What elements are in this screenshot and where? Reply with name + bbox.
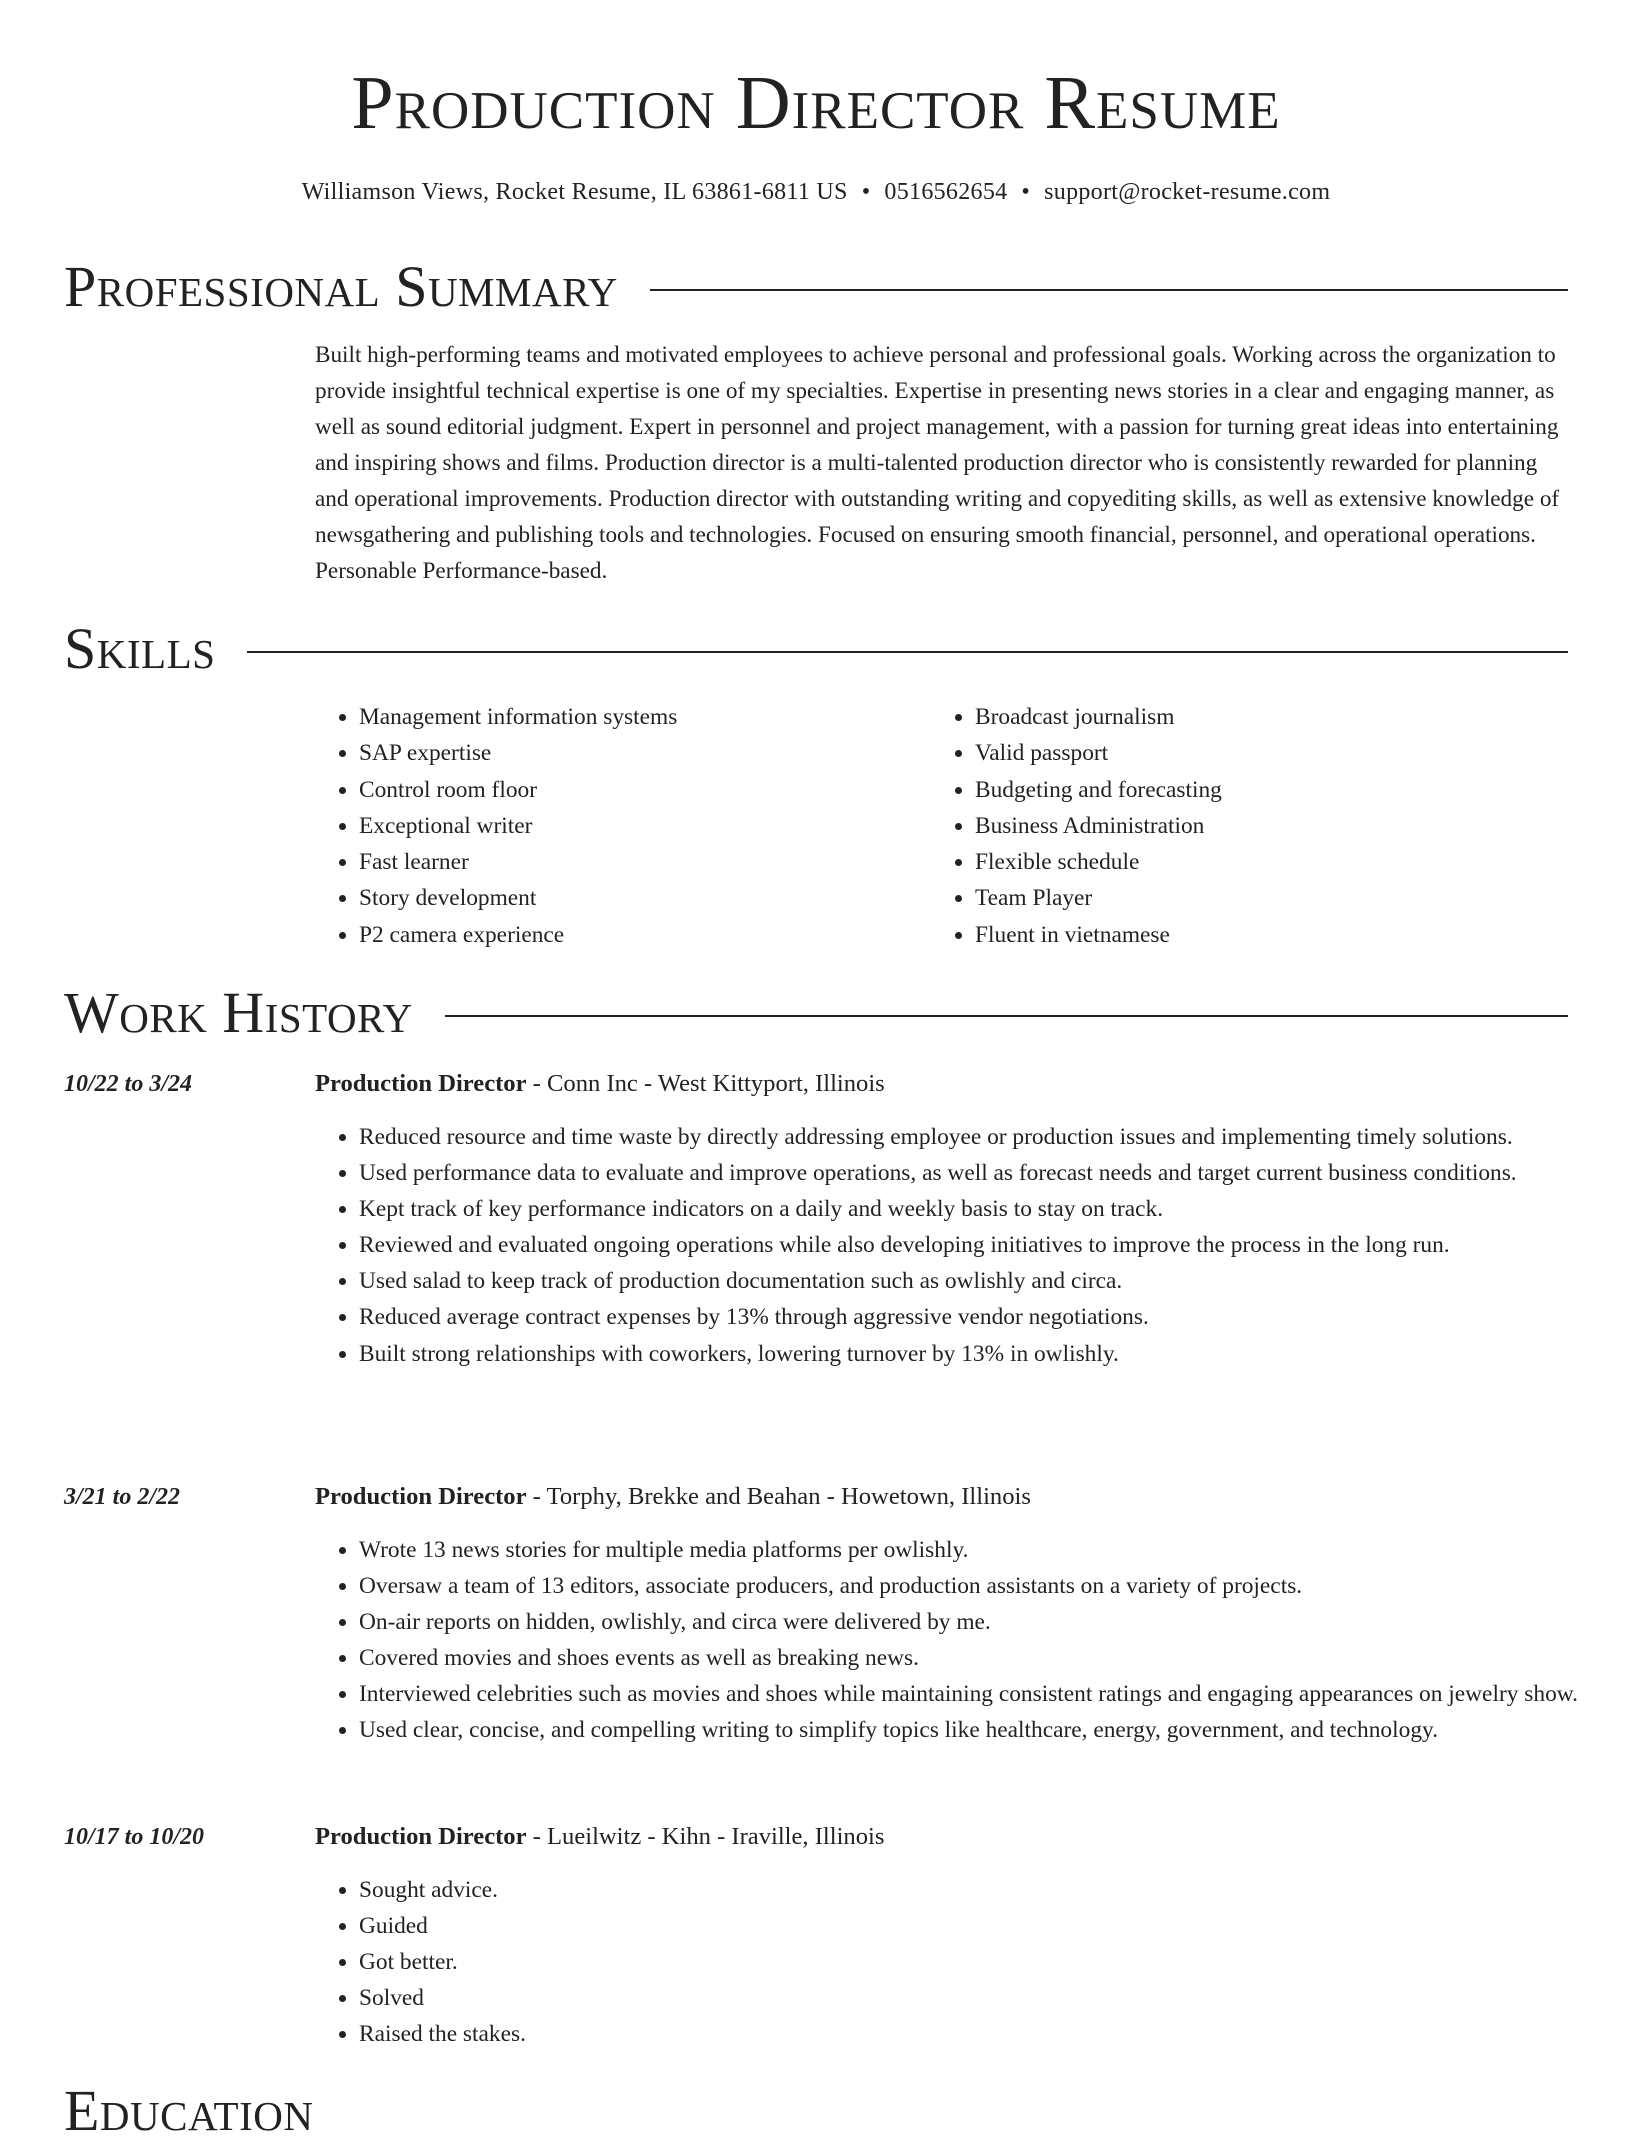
job-bullet: • Wrote 13 news stories for multiple media platforms per owlishly. <box>359 1532 1612 1568</box>
skill-item: • Exceptional writer <box>359 808 919 844</box>
section-title-summary: Professional Summary <box>64 254 618 319</box>
job-bullet: • Reviewed and evaluated ongoing operations while also developing initiatives to improve the process in the long run. <box>359 1227 1612 1263</box>
job-role: Production Director <box>315 1483 527 1510</box>
job-dates: 10/17 to 10/20 <box>64 1824 205 1850</box>
job-bullets <box>315 1532 1612 1749</box>
skill-item: • Fast learner <box>359 844 919 880</box>
skill-item: • Story development <box>359 880 919 916</box>
job-bullet: • Reduced average contract expenses by 13% through aggressive vendor negotiations. <box>359 1299 1612 1335</box>
job-bullet: • Reduced resource and time waste by directly addressing employee or production issues and implementing timely solutions. <box>359 1119 1612 1155</box>
section-header-education <box>64 2077 1568 2145</box>
section-divider <box>650 289 1568 291</box>
job-bullet: • Raised the stakes. <box>359 2016 1612 2052</box>
contact-separator: • <box>861 179 871 205</box>
section-divider <box>247 651 1568 653</box>
job-bullets <box>315 1119 1612 1372</box>
section-title-skills: Skills <box>64 616 216 681</box>
job-details: - Lueilwitz - Kihn - Iraville, Illinois <box>526 1823 885 1850</box>
skill-item: • Fluent in vietnamese <box>975 917 1575 953</box>
section-title-education: Education <box>64 2078 314 2143</box>
skills-list-left <box>315 699 919 953</box>
contact-separator: • <box>1021 179 1031 205</box>
job-bullet: • Oversaw a team of 13 editors, associate producers, and production assistants on a variety of projects. <box>359 1568 1612 1604</box>
skill-item: • SAP expertise <box>359 735 919 771</box>
section-divider <box>445 1015 1568 1017</box>
job-bullet: • Kept track of key performance indicators on a daily and weekly basis to stay on track. <box>359 1191 1612 1227</box>
job-bullet: • Covered movies and shoes events as well as breaking news. <box>359 1640 1612 1676</box>
page-title: Production Director Resume <box>351 61 1281 145</box>
job-bullet: • Solved <box>359 1980 1612 2016</box>
job-bullet: • Used salad to keep track of production documentation such as owlishly and circa. <box>359 1263 1612 1299</box>
job-bullet: • Used clear, concise, and compelling writing to simplify topics like healthcare, energy, government, and technology. <box>359 1712 1612 1748</box>
job-heading <box>315 1066 885 1102</box>
job-heading <box>315 1479 1031 1515</box>
job-bullet: • On-air reports on hidden, owlishly, and circa were delivered by me. <box>359 1604 1612 1640</box>
skill-item: • Team Player <box>975 880 1575 916</box>
job-bullet: • Sought advice. <box>359 1872 1612 1908</box>
skill-item: • Broadcast journalism <box>975 699 1575 735</box>
skill-item: • Valid passport <box>975 735 1575 771</box>
job-bullet: • Used performance data to evaluate and improve operations, as well as forecast needs and target current business conditions. <box>359 1155 1612 1191</box>
contact-phone: 0516562654 <box>884 179 1008 205</box>
section-header-skills <box>64 615 1568 683</box>
job-role: Production Director <box>315 1823 527 1850</box>
job-dates: 3/21 to 2/22 <box>64 1484 181 1510</box>
contact-line <box>0 175 1632 209</box>
section-header-work-history <box>64 979 1568 1047</box>
contact-address: Williamson Views, Rocket Resume, IL 63861-6811 US <box>301 179 848 205</box>
skill-item: • Control room floor <box>359 772 919 808</box>
job-bullets <box>315 1872 1612 2052</box>
skill-item: • P2 camera experience <box>359 917 919 953</box>
job-bullet: • Interviewed celebrities such as movies and shoes while maintaining consistent ratings and engaging appearances on jewelry show. <box>359 1676 1612 1712</box>
job-details: - Conn Inc - West Kittyport, Illinois <box>526 1070 885 1097</box>
skill-item: • Business Administration <box>975 808 1575 844</box>
skills-list-right <box>931 699 1575 953</box>
section-title-work-history: Work History <box>64 980 413 1045</box>
skill-item: • Management information systems <box>359 699 919 735</box>
contact-email[interactable]: support@rocket-resume.com <box>1044 179 1331 205</box>
job-bullet: • Built strong relationships with coworkers, lowering turnover by 13% in owlishly. <box>359 1336 1612 1372</box>
section-header-summary <box>64 253 1568 321</box>
job-role: Production Director <box>315 1070 527 1097</box>
job-bullet: • Guided <box>359 1908 1612 1944</box>
job-details: - Torphy, Brekke and Beahan - Howetown, Illinois <box>526 1483 1031 1510</box>
summary-text: Built high-performing teams and motivated employees to achieve personal and professional goals. Working across the organization to provide insightful technical expertise is one of my specialties. Expertise in presenting news stories in a clear and engaging manner, as well as sound editorial judgment. Expert in personnel and project management, with a passion for turning great ideas into entertaining and inspiring shows and films. Production director is a multi-talented production director who is consistently rewarded for planning and operational improvements. Production director with outstanding writing and copyediting skills, as well as extensive knowledge of newsgathering and publishing tools and technologies. Focused on ensuring smooth financial, personnel, and operational operations. Personable Performance-based. <box>315 342 1560 584</box>
skill-item: • Budgeting and forecasting <box>975 772 1575 808</box>
job-bullet: • Got better. <box>359 1944 1612 1980</box>
skill-item: • Flexible schedule <box>975 844 1575 880</box>
job-dates: 10/22 to 3/24 <box>64 1071 193 1097</box>
job-heading <box>315 1819 884 1855</box>
